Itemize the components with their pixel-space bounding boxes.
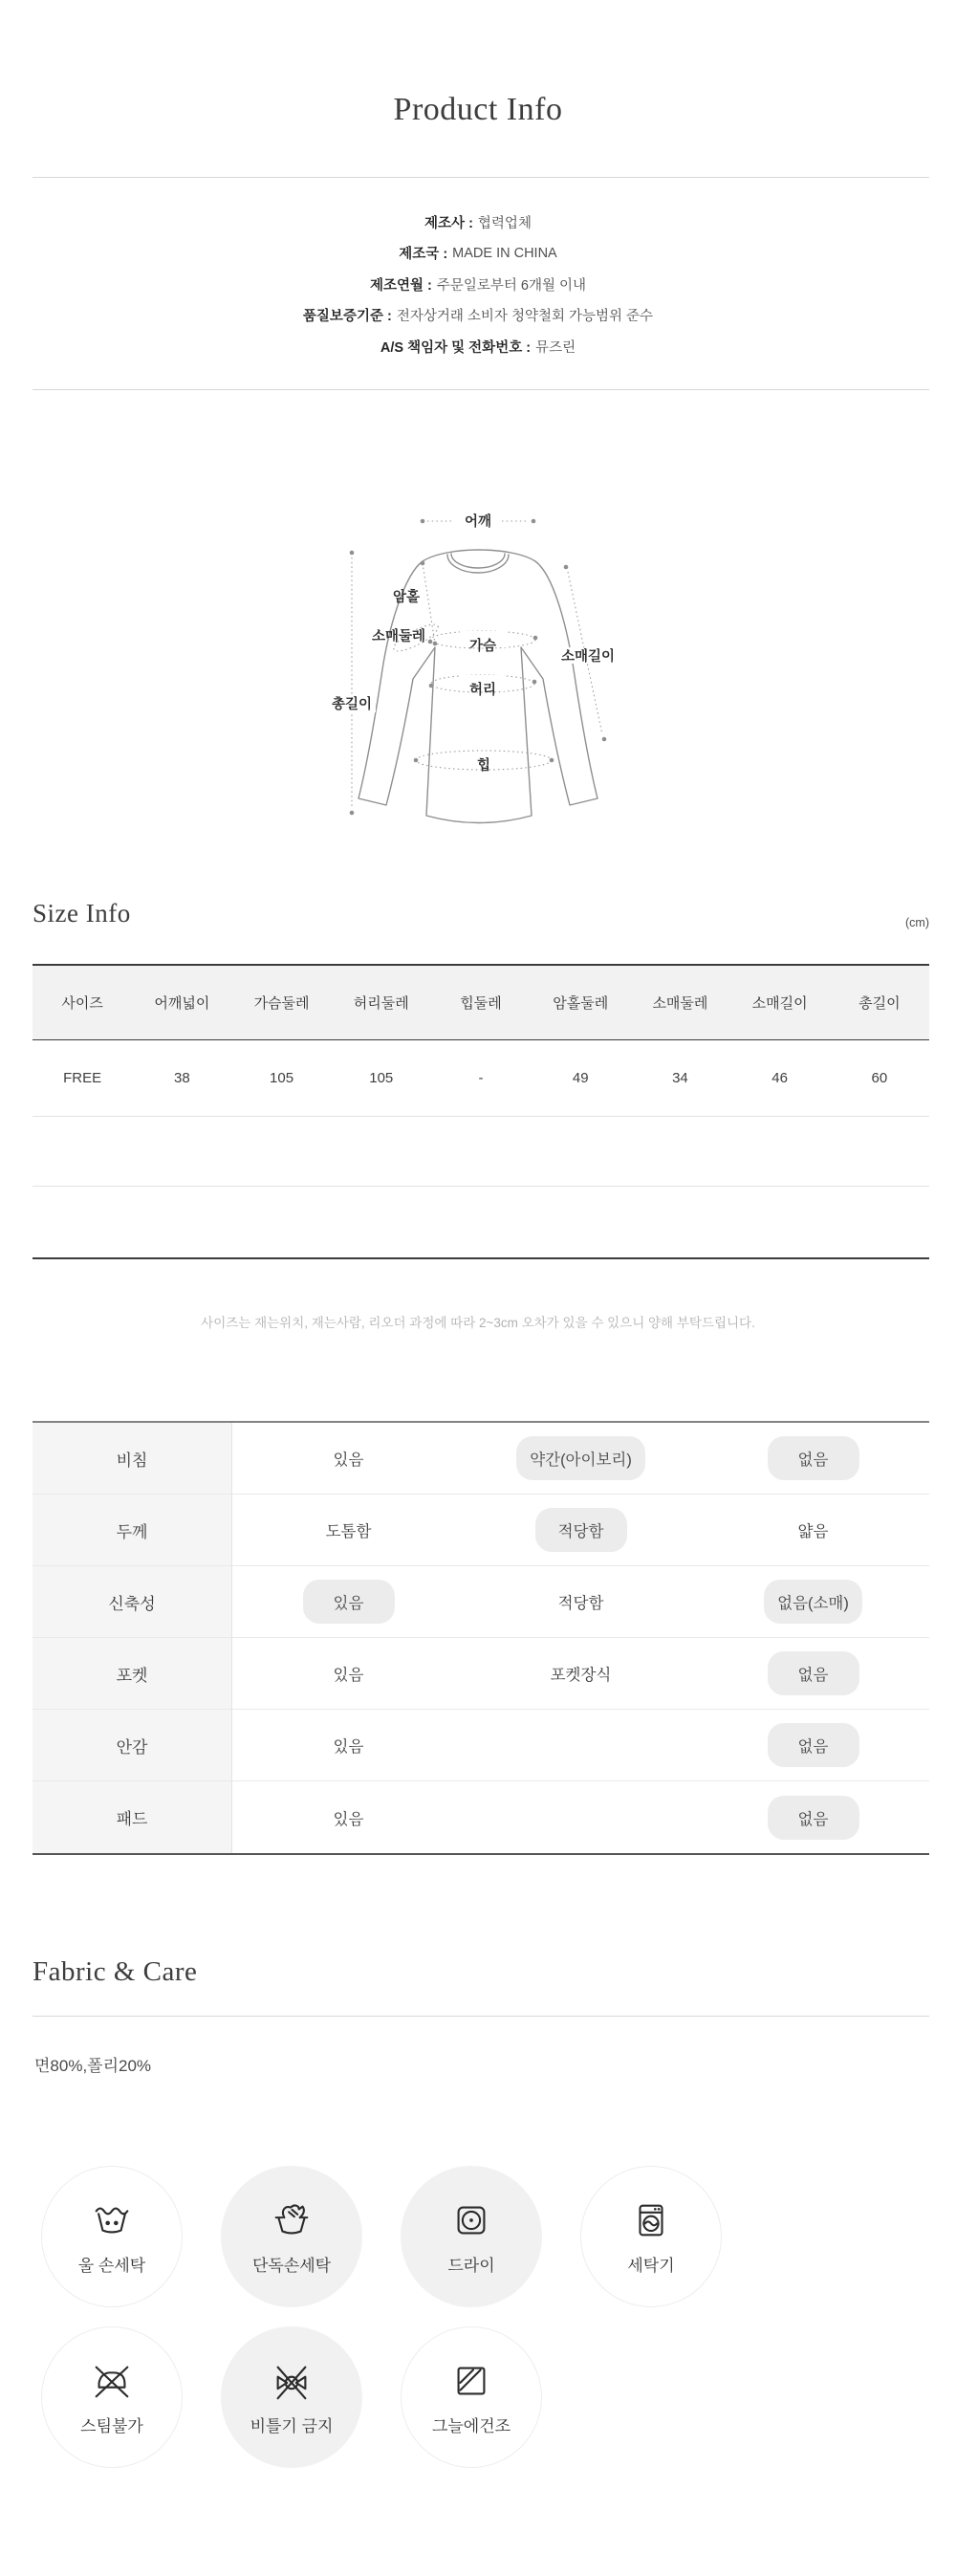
info-value: 협력업체 <box>477 215 532 231</box>
detail-option-selected: 없음(소매) <box>764 1580 862 1624</box>
info-label: 제조사 : <box>424 215 473 231</box>
size-table <box>33 964 929 1259</box>
detail-row <box>33 1423 929 1495</box>
size-value-cell: - <box>478 1070 484 1086</box>
size-value-cell: 60 <box>871 1070 888 1086</box>
size-column-header: 소매둘레 <box>652 995 708 1012</box>
product-info-row <box>0 238 956 270</box>
size-column-header: 어깨넓이 <box>154 995 210 1012</box>
garment-measurement-diagram <box>292 483 664 837</box>
info-label: 품질보증기준 : <box>302 309 392 325</box>
detail-option-cell <box>232 1638 465 1709</box>
detail-option-cell <box>697 1710 929 1780</box>
info-label: A/S 책임자 및 전화번호 : <box>380 339 532 356</box>
product-info-title: Product Info <box>393 92 563 127</box>
detail-option: 있음 <box>333 1810 364 1828</box>
care-symbol-separate-handwash <box>221 2166 362 2307</box>
care-label: 울 손세탁 <box>77 2256 146 2275</box>
product-info-row <box>0 300 956 332</box>
care-symbol-shade-dry <box>401 2326 542 2468</box>
detail-row-label: 패드 <box>33 1781 232 1853</box>
label-chest: 가슴 <box>468 639 497 654</box>
care-label: 스팀불가 <box>80 2416 143 2435</box>
detail-option-cell <box>697 1566 929 1637</box>
label-total-length: 총길이 <box>331 697 373 712</box>
label-armhole: 암홀 <box>392 590 421 605</box>
info-value: 뮤즈린 <box>535 339 576 356</box>
separate-handwash-icon <box>270 2198 314 2242</box>
detail-row <box>33 1566 929 1638</box>
no-steam-icon <box>90 2359 134 2403</box>
detail-option-selected: 없음 <box>768 1723 859 1767</box>
care-label: 드라이 <box>447 2256 495 2275</box>
detail-option-cell <box>232 1710 465 1780</box>
detail-option-cell <box>232 1566 465 1637</box>
care-symbol-no-steam <box>41 2326 183 2468</box>
detail-option-selected: 적당함 <box>535 1508 627 1552</box>
info-value: 전자상거래 소비자 청약철회 가능범위 준수 <box>396 309 654 325</box>
size-info-title: Size Info <box>33 899 131 928</box>
detail-row-label: 포켓 <box>33 1638 232 1709</box>
detail-options <box>232 1495 929 1565</box>
size-table-row <box>33 1040 929 1117</box>
detail-options <box>232 1710 929 1780</box>
shade-dry-icon <box>449 2359 493 2403</box>
fabric-care-title: Fabric & Care <box>33 1956 198 1987</box>
wool-handwash-icon <box>90 2198 134 2242</box>
product-info-row <box>0 269 956 300</box>
divider <box>33 177 929 178</box>
info-label: 제조연월 : <box>369 277 432 294</box>
shirt-diagram-svg <box>292 483 664 837</box>
care-label: 그늘에건조 <box>431 2416 511 2435</box>
care-label: 단독손세탁 <box>251 2256 332 2275</box>
care-symbol-dry-clean <box>401 2166 542 2307</box>
size-table-header <box>33 964 929 1040</box>
size-note: 사이즈는 재는위치, 재는사람, 리오더 과정에 따라 2~3cm 오차가 있을 수 있으니 양해 부탁드립니다. <box>201 1316 755 1330</box>
size-unit: (cm) <box>905 916 929 929</box>
detail-row <box>33 1710 929 1781</box>
detail-row <box>33 1495 929 1566</box>
info-label: 제조국 : <box>399 247 448 263</box>
divider <box>33 2016 929 2017</box>
size-value-cell: 46 <box>771 1070 788 1086</box>
detail-option: 도톰함 <box>325 1523 372 1540</box>
detail-attribute-table <box>33 1421 929 1855</box>
detail-option: 얇음 <box>797 1523 829 1540</box>
detail-row-label: 비침 <box>33 1423 232 1494</box>
care-symbol-washing-machine <box>580 2166 722 2307</box>
detail-option-selected: 없음 <box>768 1651 859 1695</box>
detail-option-cell <box>465 1423 697 1494</box>
label-hip: 힙 <box>476 758 491 774</box>
detail-row-label: 신축성 <box>33 1566 232 1637</box>
detail-option-cell <box>232 1495 465 1565</box>
fabric-composition: 면80%,폴리20% <box>34 2057 152 2075</box>
detail-option-cell <box>697 1423 929 1494</box>
care-symbol-no-wring <box>221 2326 362 2468</box>
washing-machine-icon <box>629 2198 673 2242</box>
no-wring-icon <box>270 2359 314 2403</box>
label-waist: 허리 <box>468 683 497 698</box>
detail-option-cell <box>465 1495 697 1565</box>
size-value-cell: 34 <box>672 1070 688 1086</box>
detail-option: 포켓장식 <box>550 1667 612 1684</box>
detail-option: 적당함 <box>557 1595 604 1612</box>
detail-option-cell <box>465 1710 697 1780</box>
care-symbol-wool-handwash <box>41 2166 183 2307</box>
care-label: 비틀기 금지 <box>250 2416 334 2435</box>
size-table-empty-row <box>33 1117 929 1187</box>
detail-options <box>232 1781 929 1853</box>
detail-option: 있음 <box>333 1667 364 1684</box>
detail-options <box>232 1566 929 1637</box>
size-column-header: 소매길이 <box>751 995 808 1012</box>
dry-clean-icon <box>449 2198 493 2242</box>
detail-option: 있음 <box>333 1452 364 1469</box>
detail-options <box>232 1638 929 1709</box>
label-shoulder: 어깨 <box>464 514 492 530</box>
detail-option-cell <box>465 1566 697 1637</box>
shirt-neckline-inner <box>451 554 505 568</box>
size-column-header: 암홀둘레 <box>553 995 609 1012</box>
detail-option-cell <box>697 1781 929 1853</box>
detail-option-selected: 있음 <box>303 1580 395 1624</box>
label-sleeve-length: 소매길이 <box>560 649 616 665</box>
info-value: 주문일로부터 6개월 이내 <box>436 277 587 294</box>
size-column-header: 사이즈 <box>61 995 103 1012</box>
divider <box>33 389 929 390</box>
size-column-header: 가슴둘레 <box>253 995 310 1012</box>
shirt-neckline <box>447 555 509 573</box>
detail-option-selected: 없음 <box>768 1796 859 1840</box>
size-table-empty-row <box>33 1187 929 1259</box>
detail-option-cell <box>465 1638 697 1709</box>
label-sleeve-circumference: 소매둘레 <box>371 629 426 644</box>
detail-option: 있음 <box>333 1738 364 1756</box>
size-value-cell: 49 <box>572 1070 589 1086</box>
detail-row <box>33 1781 929 1853</box>
size-value-cell: FREE <box>63 1070 102 1086</box>
detail-option-selected: 약간(아이보리) <box>516 1436 645 1480</box>
size-column-header: 허리둘레 <box>353 995 409 1012</box>
detail-row <box>33 1638 929 1710</box>
info-value: MADE IN CHINA <box>452 245 557 261</box>
detail-row-label: 두께 <box>33 1495 232 1565</box>
detail-option-cell <box>232 1423 465 1494</box>
detail-option-cell <box>697 1495 929 1565</box>
detail-option-cell <box>697 1638 929 1709</box>
product-info-row <box>0 207 956 238</box>
detail-option-cell <box>232 1781 465 1853</box>
care-label: 세탁기 <box>627 2256 675 2275</box>
size-value-cell: 105 <box>270 1070 294 1086</box>
detail-option-cell <box>465 1781 697 1853</box>
product-info-row <box>0 331 956 362</box>
size-column-header: 힙둘레 <box>460 995 502 1012</box>
size-column-header: 총길이 <box>858 995 901 1012</box>
size-value-cell: 105 <box>369 1070 394 1086</box>
product-info-list <box>0 207 956 362</box>
size-value-cell: 38 <box>173 1070 190 1086</box>
detail-options <box>232 1423 929 1494</box>
detail-row-label: 안감 <box>33 1710 232 1780</box>
detail-option-selected: 없음 <box>768 1436 859 1480</box>
